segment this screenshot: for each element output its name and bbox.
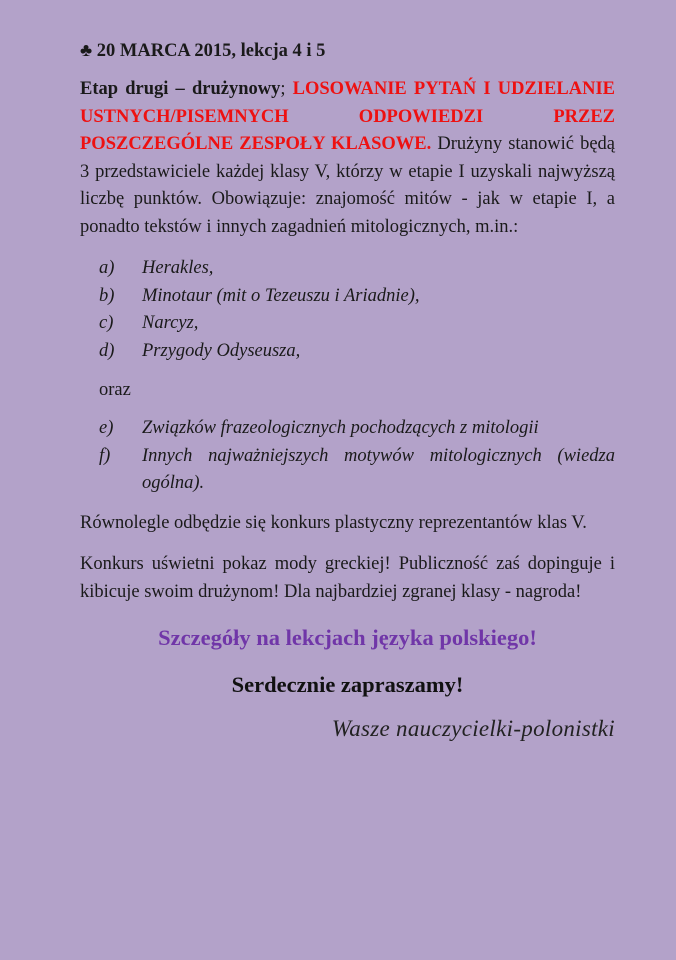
list-item-text: Przygody Odyseusza, xyxy=(142,340,301,361)
details-note: Szczegóły na lekcjach języka polskiego! xyxy=(158,625,537,650)
stage-separator: ; xyxy=(280,79,286,99)
list-item xyxy=(80,338,615,366)
club-suit-icon: ♣ xyxy=(80,41,93,61)
list-item-text: Innych najważniejszych motywów mitologicznych (wiedza ogólna). xyxy=(142,445,615,493)
date-header xyxy=(80,38,615,64)
intro-paragraph xyxy=(80,76,615,241)
document-page xyxy=(80,38,615,744)
list-item-label: c) xyxy=(99,313,114,333)
list-item-label: d) xyxy=(99,340,115,361)
list-item-text: Narcyz, xyxy=(142,313,199,333)
highlight-text: LOSOWANIE PYTAŃ I UDZIELANIE USTNYCH/PISEMNYCH ODPOWIEDZI PRZEZ POSZCZEGÓLNE ZESPOŁY KLASOWE. xyxy=(80,79,615,154)
list-item-text: Związków frazeologicznych pochodzących z mitologii xyxy=(142,418,539,438)
list-item xyxy=(80,415,615,443)
fashion-show-paragraph: Konkurs uświetni pokaz mody greckiej! Publiczność zaś dopinguje i kibicuje swoim drużynom! Dla najbardziej zgranej klasy - nagroda! xyxy=(80,554,615,602)
list-item xyxy=(80,310,615,338)
list-item-text: Minotaur (mit o Tezeuszu i Ariadnie), xyxy=(142,285,420,306)
stage-label: Etap drugi – drużynowy xyxy=(80,79,281,99)
topic-list-a xyxy=(80,255,615,365)
list-item xyxy=(80,443,615,498)
list-item xyxy=(80,283,615,311)
list-item-label: a) xyxy=(99,258,115,278)
topic-list-b xyxy=(80,415,615,498)
date-text: 20 MARCA 2015, lekcja 4 i 5 xyxy=(96,41,326,61)
list-item-label: f) xyxy=(99,445,111,466)
signature: Wasze nauczycielki-polonistki xyxy=(331,716,615,741)
oraz-text: oraz xyxy=(99,380,131,400)
intro-body: Drużyny stanowić będą 3 przedstawiciele każdej klasy V, którzy w etapie I uzyskali najwyższą liczbę punktów. Obowiązuje: znajomość mitów - jak w etapie I, a ponadto tekstów i innych zagadnień mitologicznych, m.in.: xyxy=(80,134,616,237)
list-item-label: e) xyxy=(99,418,114,438)
list-item xyxy=(80,255,615,283)
invitation-heading: Serdecznie zapraszamy! xyxy=(231,672,464,697)
list-item-label: b) xyxy=(99,285,115,306)
list-item-text: Herakles, xyxy=(142,258,214,278)
art-contest-paragraph: Równolegle odbędzie się konkurs plastyczny reprezentantów klas V. xyxy=(80,512,587,533)
